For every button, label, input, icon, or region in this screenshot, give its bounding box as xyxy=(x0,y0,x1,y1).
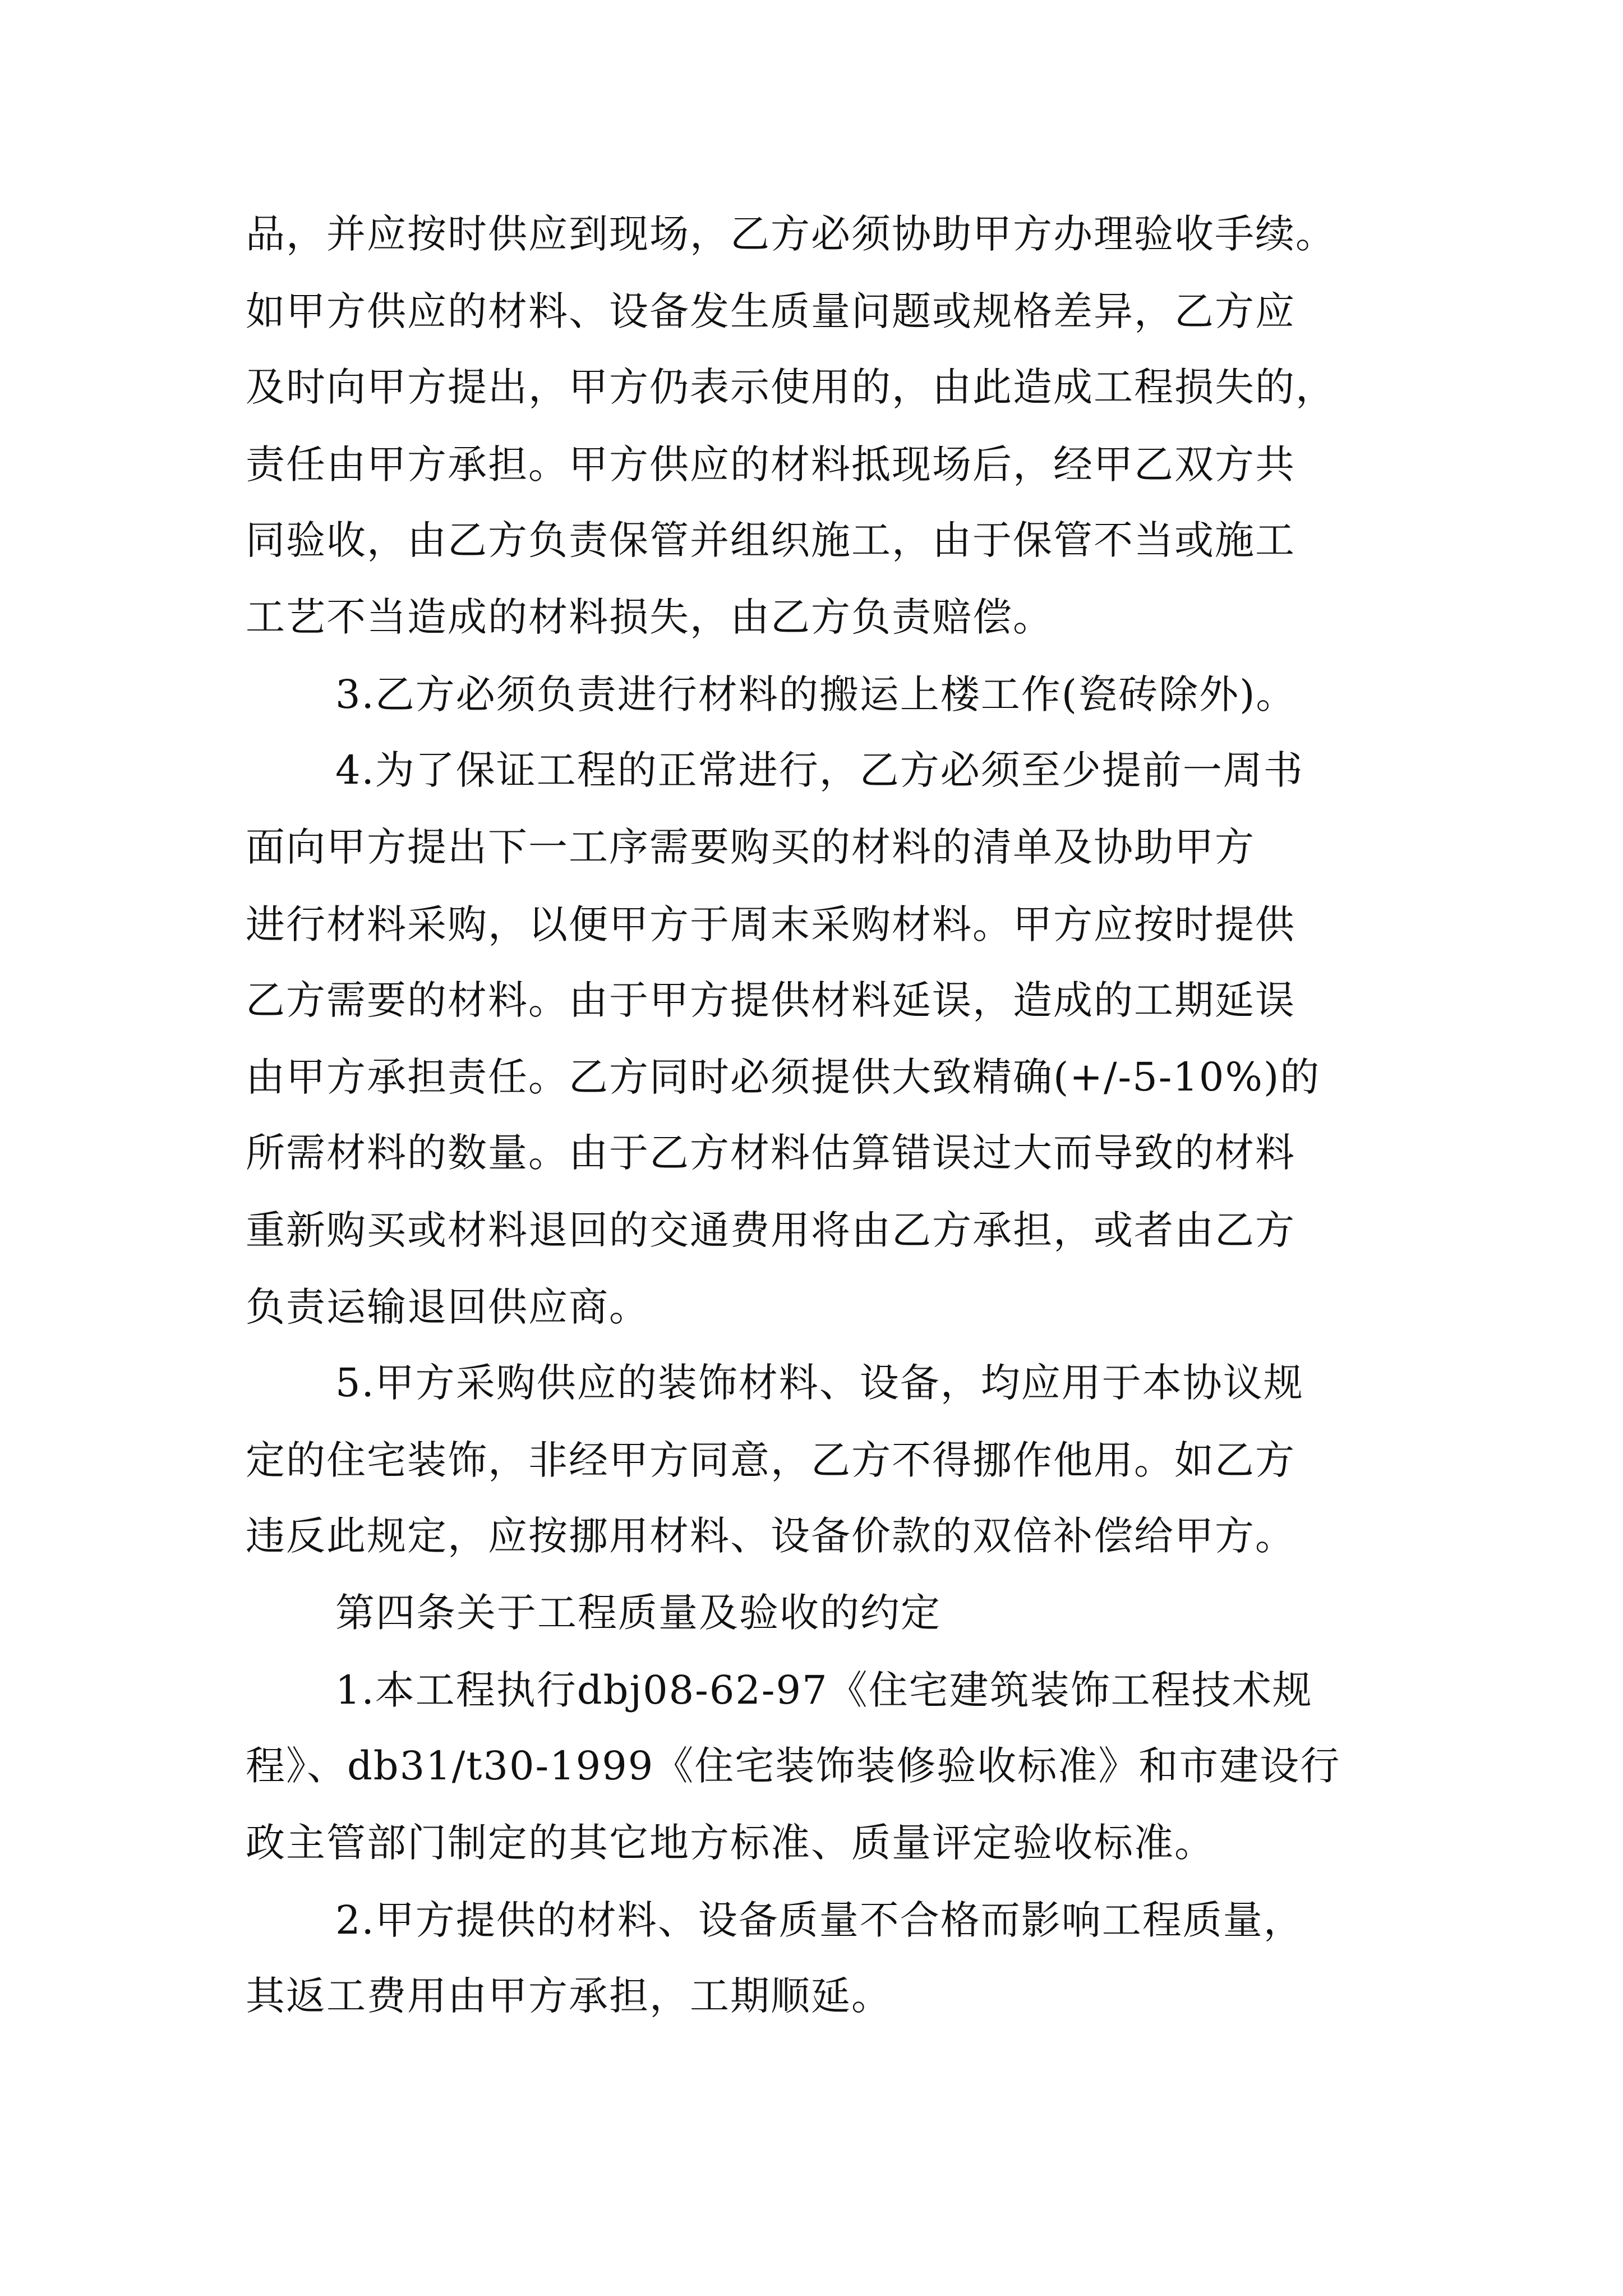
text-line: 所需材料的数量。由于乙方材料估算错误过大而导致的材料 xyxy=(246,1130,1295,1176)
text-line: 2.甲方提供的材料、设备质量不合格而影响工程质量， xyxy=(335,1897,1304,1943)
text-line: 如甲方供应的材料、设备发生质量问题或规格差异，乙方应 xyxy=(246,288,1295,334)
text-line: 责任由甲方承担。甲方供应的材料抵现场后，经甲乙双方共 xyxy=(246,441,1295,487)
text-line: 及时向甲方提出，甲方仍表示使用的，由此造成工程损失的， xyxy=(246,364,1336,410)
text-line: 1.本工程执行dbj08-62-97《住宅建筑装饰工程技术规 xyxy=(335,1667,1313,1713)
text-line: 品，并应按时供应到现场，乙方必须协助甲方办理验收手续。 xyxy=(246,211,1336,257)
text-line: 其返工费用由甲方承担，工期顺延。 xyxy=(246,1973,892,2019)
text-line: 3.乙方必须负责进行材料的搬运上楼工作(瓷砖除外)。 xyxy=(335,671,1297,717)
text-line: 5.甲方采购供应的装饰材料、设备，均应用于本协议规 xyxy=(335,1360,1304,1406)
text-line: 工艺不当造成的材料损失，由乙方负责赔偿。 xyxy=(246,594,1053,640)
text-line: 由甲方承担责任。乙方同时必须提供大致精确(+/-5-10%)的 xyxy=(246,1054,1321,1100)
text-line: 进行材料采购，以便甲方于周末采购材料。甲方应按时提供 xyxy=(246,901,1295,947)
text-line: 政主管部门制定的其它地方标准、质量评定验收标准。 xyxy=(246,1820,1215,1866)
text-line: 负责运输退回供应商。 xyxy=(246,1284,649,1330)
text-line: 定的住宅装饰，非经甲方同意，乙方不得挪作他用。如乙方 xyxy=(246,1437,1295,1483)
section-heading: 第四条关于工程质量及验收的约定 xyxy=(335,1590,941,1636)
text-line: 同验收，由乙方负责保管并组织施工，由于保管不当或施工 xyxy=(246,517,1295,563)
text-line: 面向甲方提出下一工序需要购买的材料的清单及协助甲方 xyxy=(246,824,1255,870)
text-line: 重新购买或材料退回的交通费用将由乙方承担，或者由乙方 xyxy=(246,1207,1295,1253)
text-line: 乙方需要的材料。由于甲方提供材料延误，造成的工期延误 xyxy=(246,977,1295,1023)
text-line: 违反此规定，应按挪用材料、设备价款的双倍补偿给甲方。 xyxy=(246,1513,1295,1559)
text-line: 4.为了保证工程的正常进行，乙方必须至少提前一周书 xyxy=(335,747,1304,793)
text-line: 程》、db31/t30-1999《住宅装饰装修验收标准》和市建设行 xyxy=(246,1743,1341,1789)
